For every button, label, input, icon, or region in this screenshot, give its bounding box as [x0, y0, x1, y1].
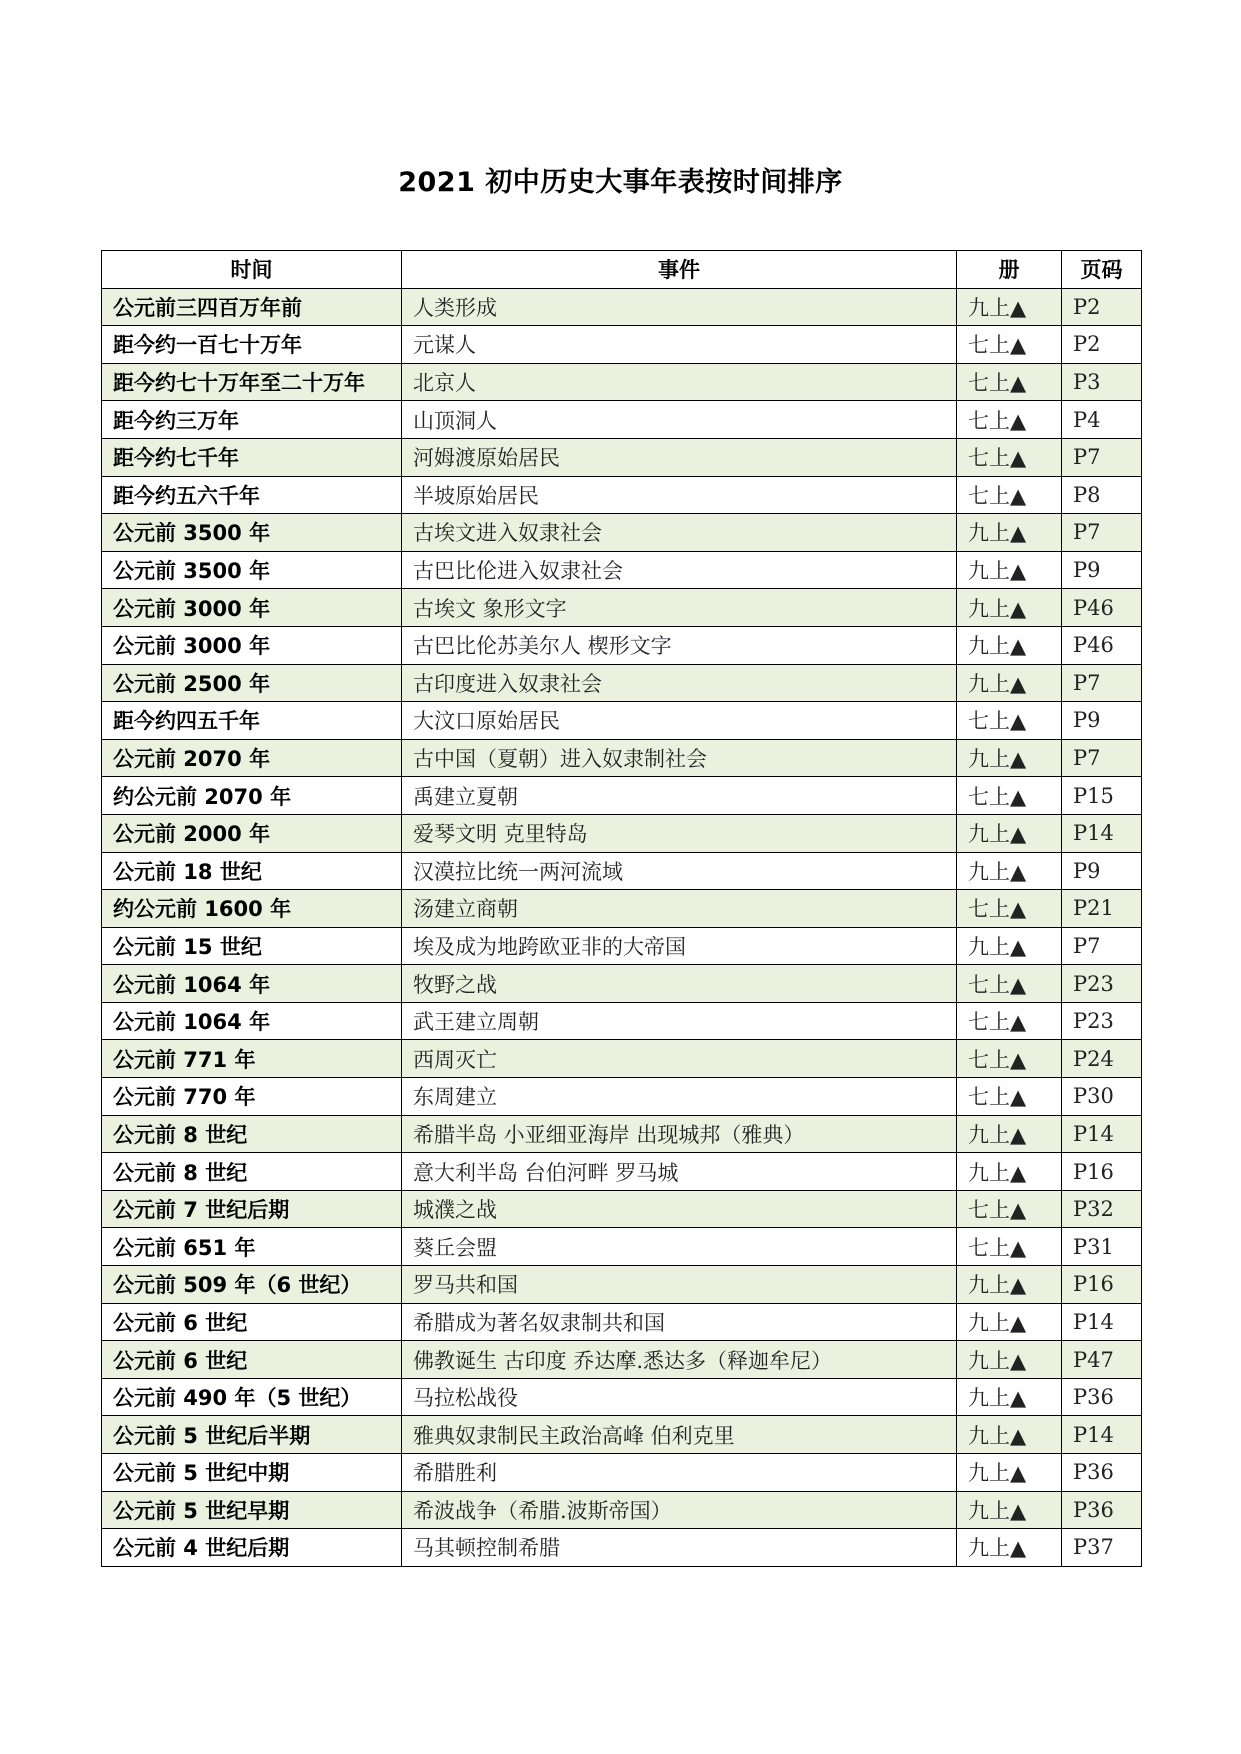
time-cell: 公元前 651 年: [102, 1228, 402, 1266]
time-cell: 公元前 1064 年: [102, 1002, 402, 1040]
page-cell: P24: [1062, 1040, 1142, 1078]
table-row: [102, 852, 1142, 890]
event-cell: 希腊半岛 小亚细亚海岸 出现城邦（雅典）: [402, 1115, 957, 1153]
table-row: [102, 1002, 1142, 1040]
page-cell: P7: [1062, 438, 1142, 476]
page-cell: P36: [1062, 1378, 1142, 1416]
event-cell: 古巴比伦苏美尔人 楔形文字: [402, 626, 957, 664]
page-cell: P14: [1062, 1303, 1142, 1341]
event-cell: 大汶口原始居民: [402, 702, 957, 740]
book-cell: 九上▲: [957, 589, 1062, 627]
table-row: [102, 1378, 1142, 1416]
event-cell: 河姆渡原始居民: [402, 438, 957, 476]
page-cell: P14: [1062, 1115, 1142, 1153]
column-header-time: 时间: [102, 251, 402, 289]
time-cell: 公元前 2070 年: [102, 739, 402, 777]
table-row: [102, 1416, 1142, 1454]
table-row: [102, 1153, 1142, 1191]
book-cell: 九上▲: [957, 739, 1062, 777]
book-cell: 九上▲: [957, 1266, 1062, 1304]
page-cell: P46: [1062, 589, 1142, 627]
book-cell: 七上▲: [957, 777, 1062, 815]
table-row: [102, 288, 1142, 326]
time-cell: 距今约四五千年: [102, 702, 402, 740]
event-cell: 希腊胜利: [402, 1454, 957, 1492]
table-row: [102, 363, 1142, 401]
page-cell: P37: [1062, 1529, 1142, 1567]
time-cell: 公元前 3000 年: [102, 589, 402, 627]
time-cell: 公元前三四百万年前: [102, 288, 402, 326]
event-cell: 马其顿控制希腊: [402, 1529, 957, 1567]
page-title: 2021 初中历史大事年表按时间排序: [398, 167, 843, 198]
table-row: [102, 1341, 1142, 1379]
table-row: [102, 1454, 1142, 1492]
book-cell: 九上▲: [957, 814, 1062, 852]
event-cell: 武王建立周朝: [402, 1002, 957, 1040]
page-cell: P30: [1062, 1078, 1142, 1116]
time-cell: 公元前 5 世纪中期: [102, 1454, 402, 1492]
book-cell: 七上▲: [957, 401, 1062, 439]
time-cell: 公元前 5 世纪早期: [102, 1491, 402, 1529]
table-row: [102, 777, 1142, 815]
time-cell: 公元前 6 世纪: [102, 1341, 402, 1379]
time-cell: 公元前 6 世纪: [102, 1303, 402, 1341]
book-cell: 九上▲: [957, 852, 1062, 890]
event-cell: 汉漠拉比统一两河流域: [402, 852, 957, 890]
event-cell: 汤建立商朝: [402, 890, 957, 928]
time-cell: 距今约七十万年至二十万年: [102, 363, 402, 401]
event-cell: 古中国（夏朝）进入奴隶制社会: [402, 739, 957, 777]
book-cell: 七上▲: [957, 363, 1062, 401]
event-cell: 半坡原始居民: [402, 476, 957, 514]
page-cell: P16: [1062, 1266, 1142, 1304]
page-cell: P8: [1062, 476, 1142, 514]
time-cell: 约公元前 2070 年: [102, 777, 402, 815]
page-cell: P31: [1062, 1228, 1142, 1266]
page-cell: P23: [1062, 1002, 1142, 1040]
page-cell: P7: [1062, 514, 1142, 552]
table-row: [102, 1529, 1142, 1567]
time-cell: 公元前 4 世纪后期: [102, 1529, 402, 1567]
table-row: [102, 326, 1142, 364]
time-cell: 公元前 1064 年: [102, 965, 402, 1003]
book-cell: 九上▲: [957, 626, 1062, 664]
event-cell: 罗马共和国: [402, 1266, 957, 1304]
time-cell: 公元前 7 世纪后期: [102, 1190, 402, 1228]
event-cell: 古埃文 象形文字: [402, 589, 957, 627]
event-cell: 古巴比伦进入奴隶社会: [402, 551, 957, 589]
book-cell: 七上▲: [957, 476, 1062, 514]
time-cell: 公元前 490 年（5 世纪）: [102, 1378, 402, 1416]
event-cell: 北京人: [402, 363, 957, 401]
page-cell: P47: [1062, 1341, 1142, 1379]
book-cell: 九上▲: [957, 1378, 1062, 1416]
table-body: [102, 288, 1142, 1566]
table-row: [102, 476, 1142, 514]
event-cell: 佛教诞生 古印度 乔达摩.悉达多（释迦牟尼）: [402, 1341, 957, 1379]
event-cell: 葵丘会盟: [402, 1228, 957, 1266]
table-row: [102, 739, 1142, 777]
column-header-book: 册: [957, 251, 1062, 289]
event-cell: 雅典奴隶制民主政治高峰 伯利克里: [402, 1416, 957, 1454]
table-row: [102, 438, 1142, 476]
page-cell: P14: [1062, 814, 1142, 852]
time-cell: 距今约七千年: [102, 438, 402, 476]
page-cell: P21: [1062, 890, 1142, 928]
column-header-page: 页码: [1062, 251, 1142, 289]
page-cell: P46: [1062, 626, 1142, 664]
table-row: [102, 814, 1142, 852]
page-cell: P23: [1062, 965, 1142, 1003]
table-row: [102, 551, 1142, 589]
event-cell: 希波战争（希腊.波斯帝国）: [402, 1491, 957, 1529]
time-cell: 距今约五六千年: [102, 476, 402, 514]
page-cell: P7: [1062, 664, 1142, 702]
event-cell: 西周灭亡: [402, 1040, 957, 1078]
book-cell: 七上▲: [957, 1002, 1062, 1040]
time-cell: 公元前 770 年: [102, 1078, 402, 1116]
book-cell: 九上▲: [957, 288, 1062, 326]
time-cell: 距今约三万年: [102, 401, 402, 439]
time-cell: 公元前 15 世纪: [102, 927, 402, 965]
table-row: [102, 1228, 1142, 1266]
book-cell: 七上▲: [957, 438, 1062, 476]
page-cell: P15: [1062, 777, 1142, 815]
time-cell: 公元前 18 世纪: [102, 852, 402, 890]
event-cell: 古埃文进入奴隶社会: [402, 514, 957, 552]
page-cell: P9: [1062, 852, 1142, 890]
time-cell: 公元前 5 世纪后半期: [102, 1416, 402, 1454]
book-cell: 七上▲: [957, 1190, 1062, 1228]
event-cell: 埃及成为地跨欧亚非的大帝国: [402, 927, 957, 965]
table-row: [102, 1266, 1142, 1304]
page-cell: P4: [1062, 401, 1142, 439]
event-cell: 山顶洞人: [402, 401, 957, 439]
table-row: [102, 514, 1142, 552]
book-cell: 九上▲: [957, 1454, 1062, 1492]
table-row: [102, 927, 1142, 965]
page-cell: P9: [1062, 551, 1142, 589]
event-cell: 城濮之战: [402, 1190, 957, 1228]
book-cell: 七上▲: [957, 965, 1062, 1003]
page-cell: P36: [1062, 1491, 1142, 1529]
event-cell: 古印度进入奴隶社会: [402, 664, 957, 702]
book-cell: 九上▲: [957, 1416, 1062, 1454]
book-cell: 九上▲: [957, 1303, 1062, 1341]
table-row: [102, 1303, 1142, 1341]
book-cell: 七上▲: [957, 1040, 1062, 1078]
table-row: [102, 890, 1142, 928]
time-cell: 公元前 771 年: [102, 1040, 402, 1078]
book-cell: 九上▲: [957, 1153, 1062, 1191]
event-cell: 希腊成为著名奴隶制共和国: [402, 1303, 957, 1341]
event-cell: 马拉松战役: [402, 1378, 957, 1416]
table-row: [102, 589, 1142, 627]
table-row: [102, 1491, 1142, 1529]
time-cell: 公元前 8 世纪: [102, 1115, 402, 1153]
time-cell: 公元前 3500 年: [102, 551, 402, 589]
book-cell: 九上▲: [957, 1115, 1062, 1153]
page-cell: P7: [1062, 739, 1142, 777]
event-cell: 爱琴文明 克里特岛: [402, 814, 957, 852]
page-cell: P3: [1062, 363, 1142, 401]
book-cell: 七上▲: [957, 1078, 1062, 1116]
table-header-row: [102, 251, 1142, 289]
time-cell: 公元前 3000 年: [102, 626, 402, 664]
page-cell: P36: [1062, 1454, 1142, 1492]
time-cell: 公元前 8 世纪: [102, 1153, 402, 1191]
table-row: [102, 401, 1142, 439]
event-cell: 意大利半岛 台伯河畔 罗马城: [402, 1153, 957, 1191]
table-row: [102, 1115, 1142, 1153]
book-cell: 七上▲: [957, 702, 1062, 740]
book-cell: 九上▲: [957, 514, 1062, 552]
event-cell: 东周建立: [402, 1078, 957, 1116]
column-header-event: 事件: [402, 251, 957, 289]
table-row: [102, 626, 1142, 664]
time-cell: 约公元前 1600 年: [102, 890, 402, 928]
page-cell: P2: [1062, 326, 1142, 364]
time-cell: 公元前 2500 年: [102, 664, 402, 702]
page-cell: P16: [1062, 1153, 1142, 1191]
time-cell: 公元前 2000 年: [102, 814, 402, 852]
book-cell: 七上▲: [957, 890, 1062, 928]
book-cell: 九上▲: [957, 1341, 1062, 1379]
book-cell: 九上▲: [957, 1491, 1062, 1529]
time-cell: 公元前 509 年（6 世纪）: [102, 1266, 402, 1304]
page-cell: P2: [1062, 288, 1142, 326]
table-row: [102, 965, 1142, 1003]
book-cell: 九上▲: [957, 1529, 1062, 1567]
timeline-table: [101, 250, 1142, 1567]
event-cell: 人类形成: [402, 288, 957, 326]
time-cell: 公元前 3500 年: [102, 514, 402, 552]
page-cell: P32: [1062, 1190, 1142, 1228]
page-cell: P7: [1062, 927, 1142, 965]
table-row: [102, 1040, 1142, 1078]
event-cell: 禹建立夏朝: [402, 777, 957, 815]
event-cell: 牧野之战: [402, 965, 957, 1003]
book-cell: 九上▲: [957, 927, 1062, 965]
table-row: [102, 1190, 1142, 1228]
book-cell: 九上▲: [957, 551, 1062, 589]
book-cell: 九上▲: [957, 664, 1062, 702]
page-cell: P9: [1062, 702, 1142, 740]
table-row: [102, 664, 1142, 702]
table-row: [102, 702, 1142, 740]
book-cell: 七上▲: [957, 326, 1062, 364]
time-cell: 距今约一百七十万年: [102, 326, 402, 364]
event-cell: 元谋人: [402, 326, 957, 364]
page-cell: P14: [1062, 1416, 1142, 1454]
book-cell: 七上▲: [957, 1228, 1062, 1266]
table-row: [102, 1078, 1142, 1116]
